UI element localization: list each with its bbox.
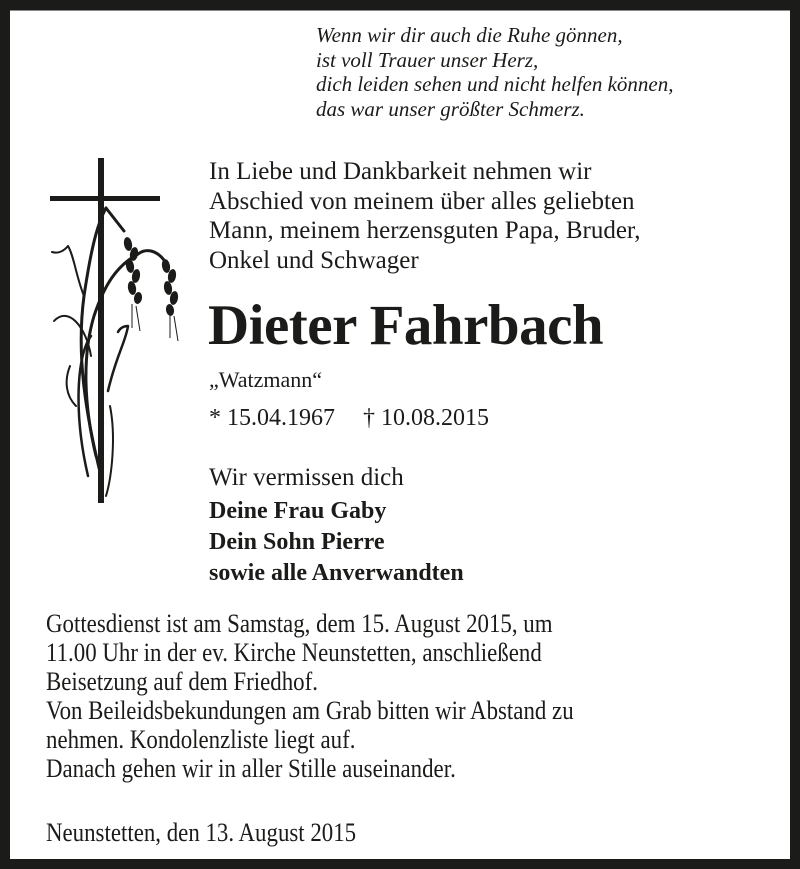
cross-with-wheat-icon: [46, 156, 196, 523]
service-line: Gottesdienst ist am Samstag, dem 15. August 2015, um: [46, 609, 553, 638]
life-dates: [209, 404, 489, 432]
mourner: Deine Frau Gaby: [209, 498, 387, 524]
mourners-heading: Wir vermissen dich: [209, 464, 404, 491]
mourners-list: [209, 496, 464, 589]
deceased-name: Dieter Fahrbach: [208, 294, 604, 357]
poem-line: ist voll Trauer unser Herz,: [316, 47, 539, 72]
service-line: Von Beileidsbekundungen am Grab bitten wir Abstand zu: [46, 696, 574, 725]
intro-line: Onkel und Schwager: [209, 246, 419, 274]
service-line: Danach gehen wir in aller Stille auseinander.: [46, 754, 456, 783]
service-line: nehmen. Kondolenzliste liegt auf.: [46, 725, 356, 754]
mourner: Dein Sohn Pierre: [209, 529, 385, 555]
intro-line: Mann, meinem herzensguten Papa, Bruder,: [209, 217, 641, 244]
deceased-nickname: „Watzmann“: [209, 367, 323, 392]
intro-line: In Liebe und Dankbarkeit nehmen wir: [209, 158, 592, 185]
poem-line: das war unser größter Schmerz.: [316, 96, 585, 121]
obituary-notice: [10, 10, 790, 859]
service-details: [46, 609, 574, 783]
service-line: 11.00 Uhr in der ev. Kirche Neunstetten, anschließend: [46, 638, 542, 667]
mourner: sowie alle Anverwandten: [209, 560, 464, 586]
poem: [316, 23, 673, 121]
death-date: † 10.08.2015: [363, 405, 489, 431]
intro-line: Abschied von meinem über alles geliebten: [209, 187, 635, 215]
birth-date: * 15.04.1967: [209, 405, 335, 431]
intro-text: [209, 157, 641, 275]
poem-line: dich leiden sehen und nicht helfen können,: [316, 72, 674, 96]
service-line: Beisetzung auf dem Friedhof.: [46, 667, 318, 696]
place-and-date: Neunstetten, den 13. August 2015: [46, 818, 357, 847]
poem-line: Wenn wir dir auch die Ruhe gönnen,: [316, 23, 623, 47]
